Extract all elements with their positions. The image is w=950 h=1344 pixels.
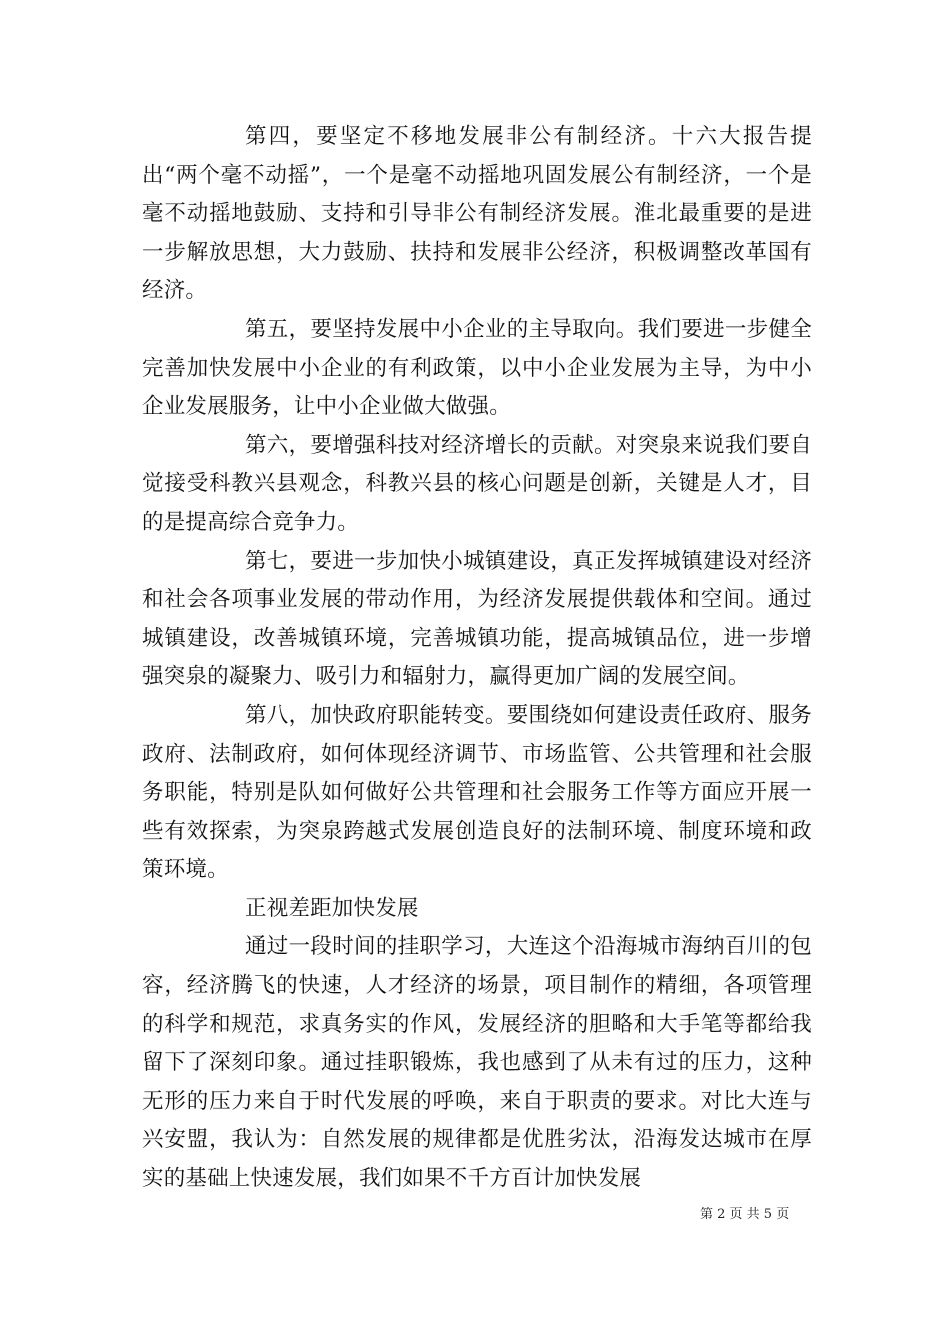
paragraph-point-four: 第四，要坚定不移地发展非公有制经济。十六大报告提出“两个毫不动摇”，一个是毫不动摇地巩固发展公有制经济，一个是毫不动摇地鼓励、支持和引导非公有制经济发展。淮北最重要的是进一步解放思想，大力鼓励、扶持和发展非公经济，积极调整改革国有经济。	[142, 124, 812, 304]
page-number: 第 2 页 共 5 页	[700, 1207, 790, 1222]
document-body	[142, 118, 812, 1199]
paragraph-point-six: 第六，要增强科技对经济增长的贡献。对突泉来说我们要自觉接受科教兴县观念，科教兴县的核心问题是创新，关键是人才，目的是提高综合竞争力。	[142, 432, 812, 535]
paragraph-point-five: 第五，要坚持发展中小企业的主导取向。我们要进一步健全完善加快发展中小企业的有利政策，以中小企业发展为主导，为中小企业发展服务，让中小企业做大做强。	[142, 316, 812, 420]
section-title: 正视差距加快发展	[245, 895, 419, 921]
section-paragraph: 通过一段时间的挂职学习，大连这个沿海城市海纳百川的包容，经济腾飞的快速，人才经济的场景，项目制作的精细，各项管理的科学和规范，求真务实的作风，发展经济的胆略和大手笔等都给我留下了深刻印象。通过挂职锻炼，我也感到了从未有过的压力，这种无形的压力来自于时代发展的呼唤，来自于职责的要求。对比大连与兴安盟，我认为：自然发展的规律都是优胜劣汰，沿海发达城市在厚实的基础上快速发展，我们如果不千方百计加快发展	[142, 934, 812, 1192]
paragraph-point-seven: 第七，要进一步加快小城镇建设，真正发挥城镇建设对经济和社会各项事业发展的带动作用，为经济发展提供载体和空间。通过城镇建设，改善城镇环境，完善城镇功能，提高城镇品位，进一步增强突泉的凝聚力、吸引力和辐射力，赢得更加广阔的发展空间。	[142, 548, 812, 690]
paragraph-point-eight: 第八，加快政府职能转变。要围绕如何建设责任政府、服务政府、法制政府，如何体现经济调节、市场监管、公共管理和社会服务职能，特别是队如何做好公共管理和社会服务工作等方面应开展一些有效探索，为突泉跨越式发展创造良好的法制环境、制度环境和政策环境。	[142, 702, 812, 883]
